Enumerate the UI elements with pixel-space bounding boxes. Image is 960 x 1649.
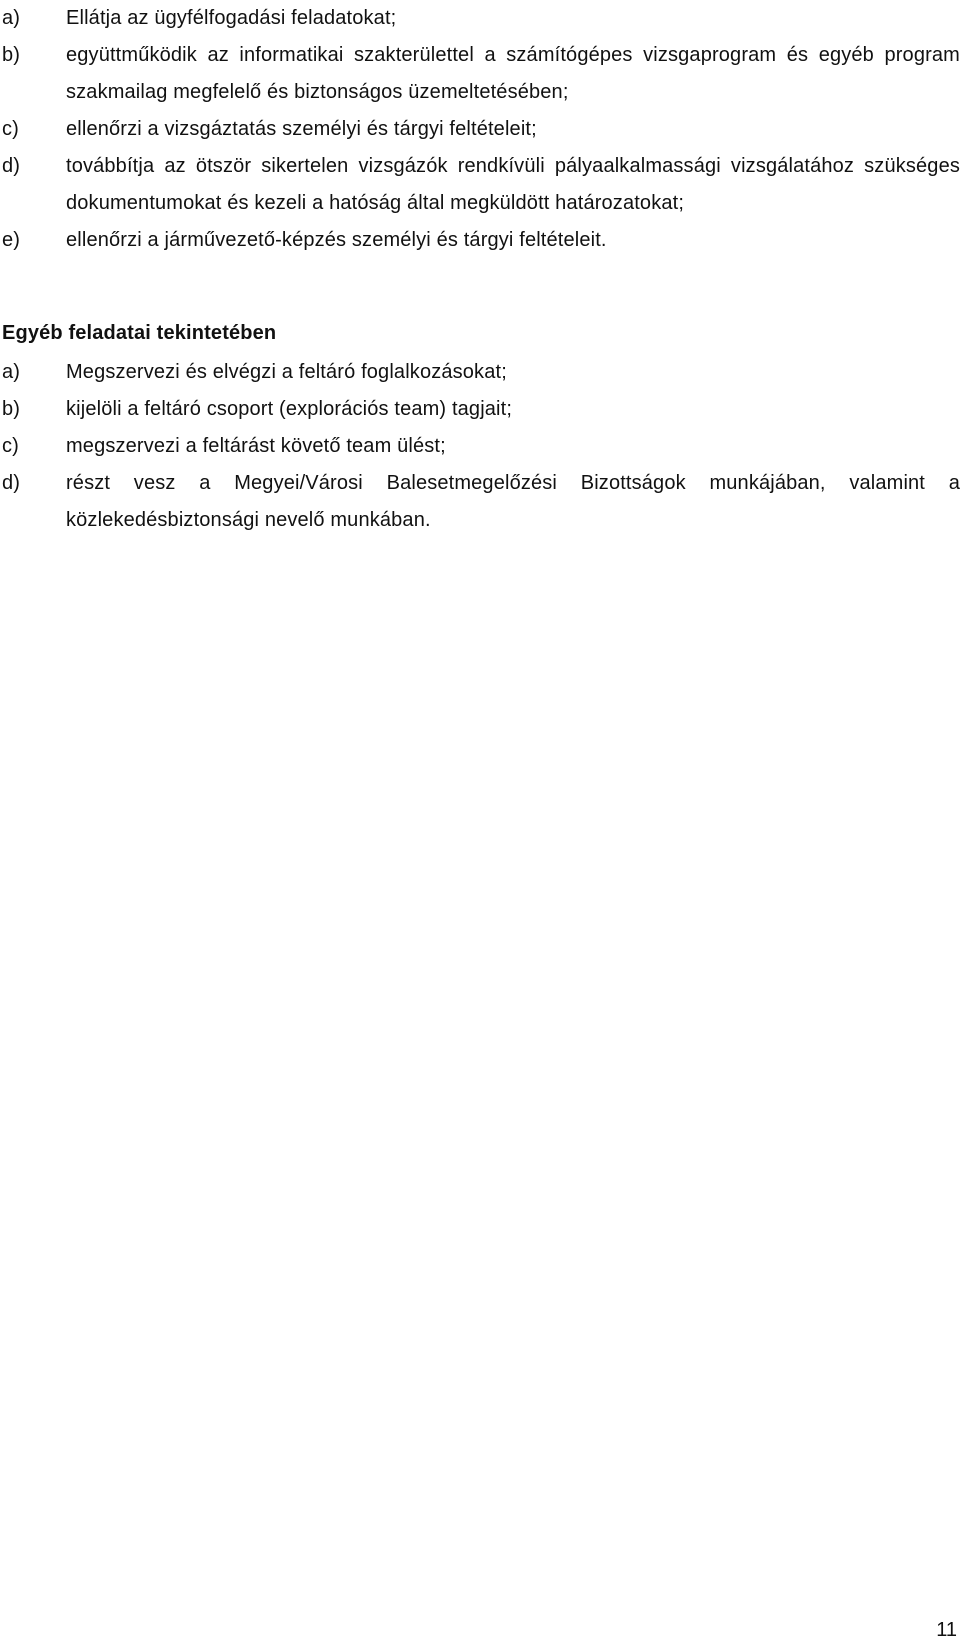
list-item-text: ellenőrzi a járművezető-képzés személyi és tárgyi feltételeit. xyxy=(66,229,607,251)
list-item-text: kijelöli a feltáró csoport (explorációs team) tagjait; xyxy=(66,398,513,420)
list-item-text: megszervezi a feltárást követő team ülést; xyxy=(66,435,446,457)
list-item xyxy=(0,354,960,391)
list-marker: a) xyxy=(2,7,21,29)
list-marker: d) xyxy=(2,155,21,177)
list-marker: d) xyxy=(2,472,21,494)
list-marker: b) xyxy=(2,398,21,420)
list-item-text: továbbítja az ötször sikertelen vizsgázók rendkívüli pályaalkalmassági vizsgálatához szükséges dokumentumokat és kezeli a hatóság által megküldött határozatokat; xyxy=(66,155,960,214)
first-task-list xyxy=(0,0,960,259)
list-marker: c) xyxy=(2,435,19,457)
list-item xyxy=(0,222,960,259)
page-number: 11 xyxy=(936,1619,957,1641)
list-item-text: Ellátja az ügyfélfogadási feladatokat; xyxy=(66,7,397,29)
list-marker: e) xyxy=(2,229,21,251)
other-task-list xyxy=(0,354,960,539)
list-item xyxy=(0,428,960,465)
list-item xyxy=(0,111,960,148)
list-marker: c) xyxy=(2,118,19,140)
list-item xyxy=(0,148,960,222)
section-heading: Egyéb feladatai tekintetében xyxy=(2,322,277,344)
list-item-text: ellenőrzi a vizsgáztatás személyi és tárgyi feltételeit; xyxy=(66,118,537,140)
list-marker: b) xyxy=(2,44,21,66)
list-item-text: részt vesz a Megyei/Városi Balesetmegelőzési Bizottságok munkájában, valamint a közlekedésbiztonsági nevelő munkában. xyxy=(66,472,960,531)
list-item xyxy=(0,37,960,111)
list-marker: a) xyxy=(2,361,21,383)
list-item xyxy=(0,465,960,539)
list-item xyxy=(0,0,960,37)
list-item-text: Megszervezi és elvégzi a feltáró foglalkozásokat; xyxy=(66,361,507,383)
list-item xyxy=(0,391,960,428)
list-item-text: együttműködik az informatikai szakterülettel a számítógépes vizsgaprogram és egyéb program szakmailag megfelelő és biztonságos üzemeltetésében; xyxy=(66,44,960,103)
